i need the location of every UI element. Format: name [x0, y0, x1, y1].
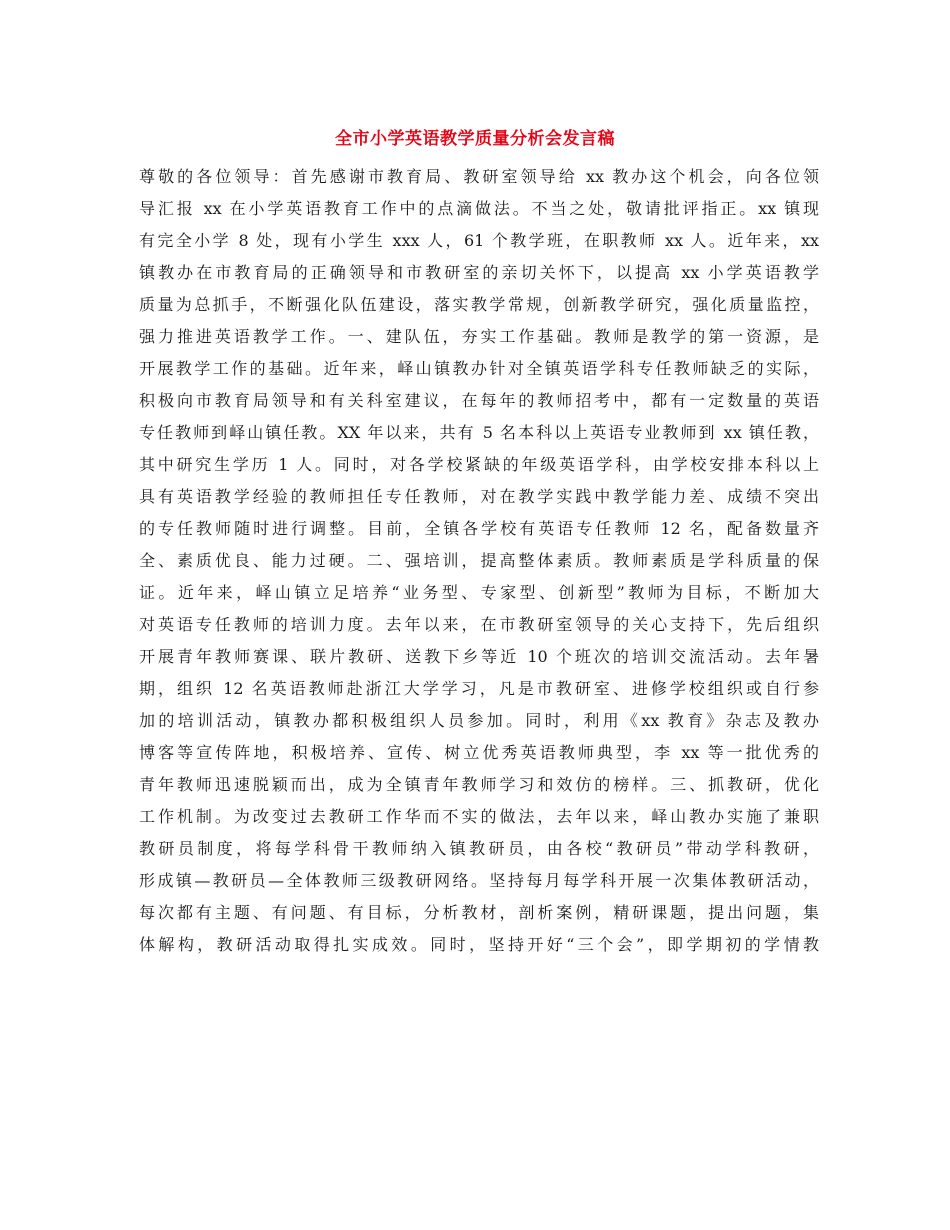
body-line: 证。近年来，峄山镇立足培养“业务型、专家型、创新型”教师为目标，不断加大 — [139, 583, 819, 602]
body-line: 其中研究生学历 1 人。同时，对各学校紧缺的年级英语学科，由学校安排本科以上 — [139, 455, 819, 474]
body-line: 每次都有主题、有问题、有目标，分析教材，剖析案例，精研课题，提出问题，集 — [139, 903, 819, 922]
body-line: 期，组织 12 名英语教师赴浙江大学学习，凡是市教研室、进修学校组织或自行参 — [139, 679, 819, 698]
body-line: 开展青年教师赛课、联片教研、送教下乡等近 10 个班次的培训交流活动。去年暑 — [139, 647, 819, 666]
body-line: 教研员制度，将每学科骨干教师纳入镇教研员，由各校“教研员”带动学科教研， — [139, 839, 819, 858]
body-line: 质量为总抓手，不断强化队伍建设，落实教学常规，创新教学研究，强化质量监控， — [139, 295, 819, 314]
body-line: 具有英语教学经验的教师担任专任教师，对在教学实践中教学能力差、成绩不突出 — [139, 487, 819, 506]
body-line: 开展教学工作的基础。近年来，峄山镇教办针对全镇英语学科专任教师缺乏的实际， — [139, 359, 819, 378]
body-line: 强力推进英语教学工作。一、建队伍，夯实工作基础。教师是教学的第一资源，是 — [139, 327, 819, 346]
body-line: 形成镇—教研员—全体教师三级教研网络。坚持每月每学科开展一次集体教研活动， — [139, 871, 819, 890]
body-line: 积极向市教育局领导和有关科室建议，在每年的教师招考中，都有一定数量的英语 — [139, 391, 819, 410]
body-line: 镇教办在市教育局的正确领导和市教研室的亲切关怀下，以提高 xx 小学英语教学 — [139, 263, 819, 282]
body-line: 全、素质优良、能力过硬。二、强培训，提高整体素质。教师素质是学科质量的保 — [139, 551, 819, 570]
document-body — [139, 161, 819, 961]
body-line: 青年教师迅速脱颖而出，成为全镇青年教师学习和效仿的榜样。三、抓教研，优化 — [139, 775, 819, 794]
body-line: 尊敬的各位领导：首先感谢市教育局、教研室领导给 xx 教办这个机会，向各位领 — [139, 167, 819, 186]
body-line: 专任教师到峄山镇任教。XX 年以来，共有 5 名本科以上英语专业教师到 xx 镇任教， — [139, 423, 819, 442]
body-line: 工作机制。为改变过去教研工作华而不实的做法，去年以来，峄山教办实施了兼职 — [139, 807, 819, 826]
body-line: 体解构，教研活动取得扎实成效。同时，坚持开好“三个会”，即学期初的学情教 — [139, 935, 819, 954]
body-line: 博客等宣传阵地，积极培养、宣传、树立优秀英语教师典型，李 xx 等一批优秀的 — [139, 743, 819, 762]
body-line: 的专任教师随时进行调整。目前，全镇各学校有英语专任教师 12 名，配备数量齐 — [139, 519, 819, 538]
document-title: 全市小学英语教学质量分析会发言稿 — [335, 129, 615, 149]
body-line: 加的培训活动，镇教办都积极组织人员参加。同时，利用《xx 教育》杂志及教办 — [139, 711, 819, 730]
body-line: 导汇报 xx 在小学英语教育工作中的点滴做法。不当之处，敬请批评指正。xx 镇现 — [139, 199, 819, 218]
body-line: 有完全小学 8 处，现有小学生 xxx 人，61 个教学班，在职教师 xx 人。近年来，xx — [139, 231, 819, 250]
body-line: 对英语专任教师的培训力度。去年以来，在市教研室领导的关心支持下，先后组织 — [139, 615, 819, 634]
